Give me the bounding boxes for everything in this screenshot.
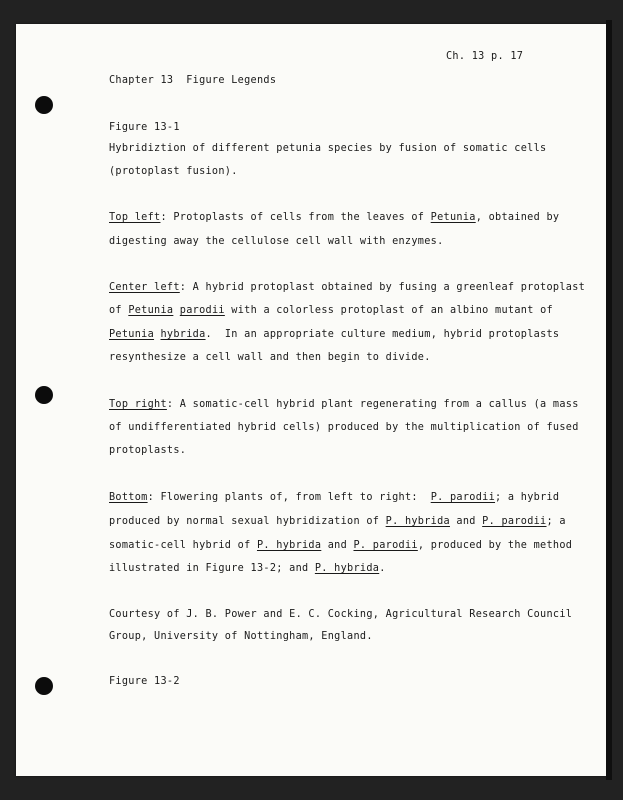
species-hybrida: hybrida — [160, 329, 206, 340]
punch-hole-bottom — [35, 677, 53, 695]
bottom-line3: somatic-cell hybrid of P. hybrida and P. parodii, produced by the method — [109, 540, 573, 551]
center-left-line4: resynthesize a cell wall and then begin to divide. — [109, 352, 431, 363]
credit-line1: Courtesy of J. B. Power and E. C. Cocking, Agricultural Research Council — [109, 609, 573, 620]
page-number: Ch. 13 p. 17 — [446, 51, 524, 62]
center-left-term: Center left — [109, 282, 180, 293]
figure-13-1-title-line1: Hybridiztion of different petunia species by fusion of somatic cells — [109, 143, 547, 154]
credit-line2: Group, University of Nottingham, England. — [109, 631, 373, 642]
punch-hole-top — [35, 96, 53, 114]
center-left-line3: Petunia hybrida. In an appropriate culture medium, hybrid protoplasts — [109, 329, 560, 340]
bottom-term: Bottom — [109, 492, 148, 503]
bottom-line4: illustrated in Figure 13-2; and P. hybrida. — [109, 563, 386, 574]
genus-petunia: Petunia — [109, 329, 155, 340]
figure-13-1-title-line2: (protoplast fusion). — [109, 166, 238, 177]
top-right-term: Top right — [109, 399, 167, 410]
bottom-line2: produced by normal sexual hybridization of P. hybrida and P. parodii; a — [109, 516, 566, 527]
page-heading: Chapter 13 Figure Legends — [109, 75, 277, 86]
figure-13-1-label: Figure 13-1 — [109, 122, 180, 133]
top-left-line2: digesting away the cellulose cell wall with enzymes. — [109, 236, 444, 247]
top-right-line3: protoplasts. — [109, 445, 187, 456]
punch-hole-middle — [35, 386, 53, 404]
species-p-hybrida: P. hybrida — [256, 540, 322, 551]
species-parodii: parodii — [179, 305, 225, 316]
center-left-line2: of Petunia parodii with a colorless protoplast of an albino mutant of — [109, 305, 553, 316]
top-right-line2: of undifferentiated hybrid cells) produced by the multiplication of fused — [109, 422, 579, 433]
binder-edge — [606, 20, 612, 780]
species-p-parodii: P. parodii — [430, 492, 496, 503]
species-p-parodii: P. parodii — [482, 516, 547, 527]
genus-petunia: Petunia — [128, 305, 174, 316]
species-p-parodii: P. parodii — [353, 540, 418, 551]
top-left-line1: Top left: Protoplasts of cells from the leaves of Petunia, obtained by — [109, 212, 560, 223]
genus-petunia: Petunia — [430, 212, 476, 223]
top-right-line1: Top right: A somatic-cell hybrid plant regenerating from a callus (a mass — [109, 399, 579, 410]
center-left-line1: Center left: A hybrid protoplast obtained by fusing a greenleaf protoplast — [109, 282, 586, 293]
top-left-term: Top left — [109, 212, 161, 223]
species-p-hybrida: P. hybrida — [385, 516, 450, 527]
bottom-line1: Bottom: Flowering plants of, from left to right: P. parodii; a hybrid — [109, 492, 560, 503]
species-p-hybrida: P. hybrida — [314, 563, 380, 574]
figure-13-2-label: Figure 13-2 — [109, 676, 180, 687]
